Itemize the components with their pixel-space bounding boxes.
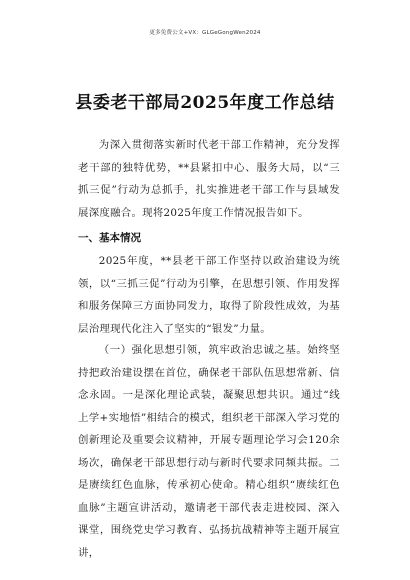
intro-paragraph: 为深入贯彻落实新时代老干部工作精神，充分发挥老干部的独特优势，**县紧扣中心、服务大局，以“三抓三促”行动为总抓手，扎实推进老干部工作与县域发展深度融合。现将2025年度工作情况报告如下。 <box>78 139 340 219</box>
subsection-1-paragraph: （一）强化思想引领，筑牢政治忠诚之基。始终坚持把政治建设摆在首位，确保老干部队伍思想常新、信念永固。一是深化理论武装，凝聚思想共识。通过“线上学+实地悟”相结合的模式，组织老干部深入学习党的创新理论及重要会议精神，开展专题理论学习会120余场次，确保老干部思想行动与新时代要求同频共振。二是赓续红色血脉，传承初心使命。精心组织“赓续红色血脉”主题宣讲活动，邀请老干部代表走进校园、深入课堂，围绕党史学习教育、弘扬抗战精神等主题开展宣讲， <box>78 344 340 559</box>
section-1-paragraph: 2025年度，**县老干部工作坚持以政治建设为统领，以“三抓三促”行动为引擎，在思想引领、作用发挥和服务保障三方面协同发力，取得了阶段性成效，为基层治理现代化注入了坚实的“银发”力量。 <box>78 255 340 335</box>
header-note: 更多免费公文+VX：GLGeGongWen2024 <box>149 30 261 36</box>
section-1-block <box>78 250 340 340</box>
subsection-1-block <box>78 339 340 564</box>
document-title: 县委老干部局2025年度工作总结 <box>75 93 335 113</box>
section-heading: 一、基本情况 <box>78 232 141 244</box>
intro-paragraph-block <box>78 134 340 224</box>
